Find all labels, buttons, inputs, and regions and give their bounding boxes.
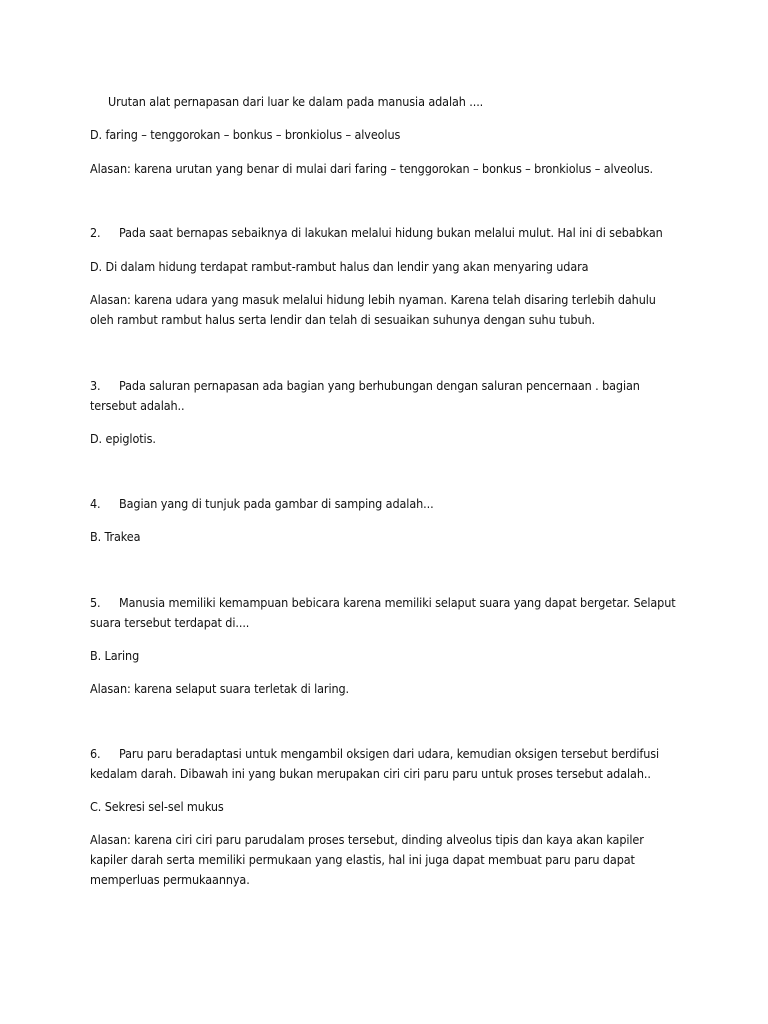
q5-number: 5. <box>90 595 101 610</box>
q3-question-line-2: tersebut adalah.. <box>90 398 185 413</box>
q2-answer: D. Di dalam hidung terdapat rambut-rambut halus dan lendir yang akan menyaring udara <box>90 259 589 274</box>
q5-reason: Alasan: karena selaput suara terletak di laring. <box>90 681 350 696</box>
q6-question-line-2: kedalam darah. Dibawah ini yang bukan merupakan ciri ciri paru paru untuk proses tersebut adalah.. <box>90 766 651 781</box>
q1-reason: Alasan: karena urutan yang benar di mulai dari faring – tenggorokan – bonkus – bronkiolus – alveolus. <box>90 161 654 176</box>
q6-reason-line-2: kapiler darah serta memiliki permukaan yang elastis, hal ini juga dapat membuat paru paru dapat <box>90 852 635 867</box>
q4-question-row <box>90 494 434 514</box>
q4-answer: B. Trakea <box>90 529 141 544</box>
q6-answer: C. Sekresi sel-sel mukus <box>90 799 224 814</box>
q2-reason-line-1: Alasan: karena udara yang masuk melalui hidung lebih nyaman. Karena telah disaring terlebih dahulu <box>90 292 656 307</box>
q3-question-row <box>90 376 640 396</box>
q6-question-line-1: Paru paru beradaptasi untuk mengambil oksigen dari udara, kemudian oksigen tersebut berdifusi <box>119 746 660 761</box>
q3-answer: D. epiglotis. <box>90 431 156 446</box>
q5-question-row <box>90 593 676 613</box>
q6-question-row <box>90 744 659 764</box>
q4-number: 4. <box>90 496 101 511</box>
q3-question-line-1: Pada saluran pernapasan ada bagian yang berhubungan dengan saluran pencernaan . bagian <box>119 378 640 393</box>
q6-reason-line-1: Alasan: karena ciri ciri paru parudalam proses tersebut, dinding alveolus tipis dan kaya akan kapiler <box>90 832 644 847</box>
q6-number: 6. <box>90 746 101 761</box>
q2-question-row <box>90 223 663 243</box>
q2-question: Pada saat bernapas sebaiknya di lakukan melalui hidung bukan melalui mulut. Hal ini di sebabkan <box>119 225 663 240</box>
q6-reason-line-3: memperluas permukaannya. <box>90 872 250 887</box>
q4-question: Bagian yang di tunjuk pada gambar di samping adalah... <box>119 496 434 511</box>
q5-question-line-1: Manusia memiliki kemampuan bebicara karena memiliki selaput suara yang dapat bergetar. Selaput <box>119 595 676 610</box>
q2-number: 2. <box>90 225 101 240</box>
q3-number: 3. <box>90 378 101 393</box>
q2-reason-line-2: oleh rambut rambut halus serta lendir dan telah di sesuaikan suhunya dengan suhu tubuh. <box>90 312 595 327</box>
q1-answer: D. faring – tenggorokan – bonkus – bronkiolus – alveolus <box>90 127 401 142</box>
q5-answer: B. Laring <box>90 648 140 663</box>
q1-question: Urutan alat pernapasan dari luar ke dalam pada manusia adalah .... <box>108 94 484 109</box>
q5-question-line-2: suara tersebut terdapat di.... <box>90 615 250 630</box>
